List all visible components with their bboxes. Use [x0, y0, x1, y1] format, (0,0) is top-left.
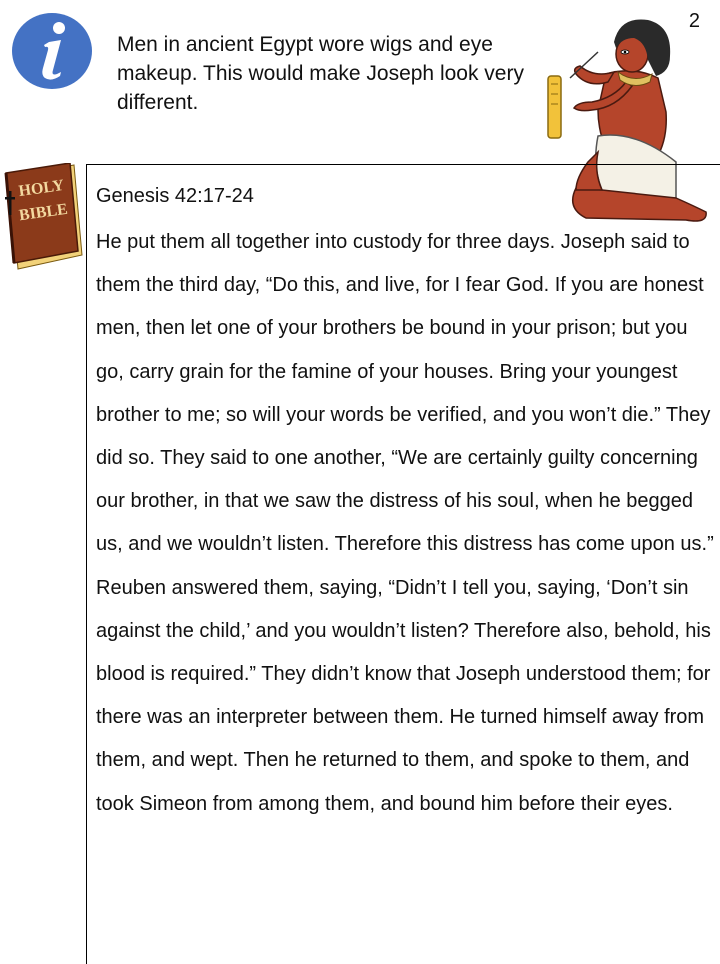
scripture-reference: Genesis 42:17-24: [96, 185, 254, 207]
page-number: 2: [688, 10, 700, 32]
scripture-box: [86, 164, 720, 964]
scripture-text: He put them all together into custody for three days. Joseph said to them the third day, “Do this, and live, for I fear God. If you are honest men, then let one of your brothers be bound in your prison; but you go, carry grain for the famine of your houses. Bring your youngest brother to me; so will your words be verified, and you won’t die.” They did so. They said to one another, “We are certainly guilty concerning our brother, in that we saw the distress of his soul, when he begged us, and we wouldn’t listen. Therefore this distress has come upon us.” Reuben answered them, saying, “Didn’t I tell you, saying, ‘Don’t sin against the child,’ and you wouldn’t listen? Therefore also, behold, his blood is required.” They didn’t know that Joseph understood them; for there was an interpreter between them. He turned himself away from them, and wept. Then he returned to them, and spoke to them, and took Simeon from among them, and bound him before their eyes.: [96, 231, 714, 815]
holy-bible-icon: [2, 163, 86, 271]
bible-title-line2: BIBLE: [17, 200, 69, 225]
bible-title-line1: HOLY: [17, 176, 66, 201]
info-text: Men in ancient Egypt wore wigs and eye makeup. This would make Joseph look very different.: [117, 33, 524, 114]
info-icon: [11, 12, 93, 90]
